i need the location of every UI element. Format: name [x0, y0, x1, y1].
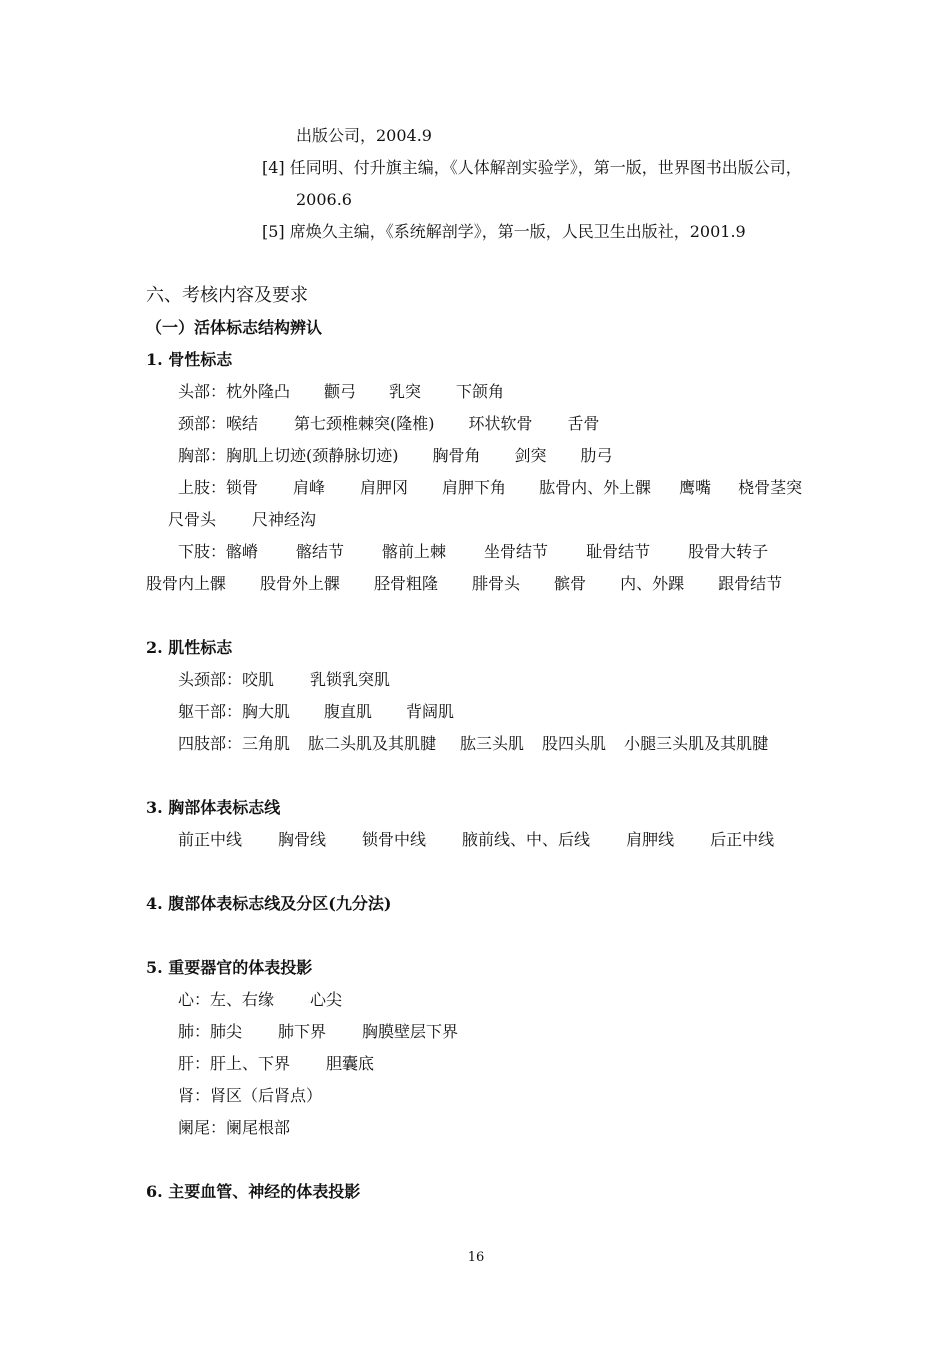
reference-line: 肩胛线: [626, 830, 675, 849]
bony-landmarks-lower-limb-cont: [146, 574, 782, 594]
muscle-landmarks-limbs: [178, 734, 768, 754]
bony-landmarks-neck: [178, 414, 600, 434]
landmark: 耻骨结节: [586, 542, 651, 561]
landmark: 肱骨内、外上髁: [539, 478, 652, 497]
landmark: 髌骨: [554, 574, 587, 593]
landmark: 桡骨茎突: [738, 478, 803, 497]
organ-projection-kidney: 肾：肾区（后肾点）: [178, 1086, 323, 1105]
landmark: 内、外踝: [620, 574, 685, 593]
landmark: 颧弓: [324, 382, 357, 401]
landmark: 胸骨角: [432, 446, 481, 465]
landmark: 肱二头肌及其肌腱: [308, 734, 437, 753]
bony-landmarks-upper-limb: [178, 478, 802, 498]
muscle-landmarks-trunk: [178, 702, 454, 722]
bony-landmarks-upper-limb-cont: [168, 510, 316, 530]
landmark: 环状软骨: [468, 414, 533, 433]
reference-4-line2: 2006.6: [296, 190, 352, 209]
bony-landmarks-chest: [178, 446, 613, 466]
projection: 心：左、右缘: [178, 990, 275, 1009]
landmark: 鹰嘴: [679, 478, 712, 497]
landmark: 舌骨: [567, 414, 600, 433]
chest-reference-lines: [178, 830, 774, 850]
projection: 肺下界: [278, 1022, 327, 1041]
section-subtitle: （一）活体标志结构辨认: [146, 318, 323, 337]
landmark: 上肢：锁骨: [178, 478, 259, 497]
reference-line: 胸骨线: [278, 830, 327, 849]
landmark: 跟骨结节: [718, 574, 783, 593]
reference-5: [5] 席焕久主编，《系统解剖学》，第一版，人民卫生出版社，2001.9: [262, 222, 746, 241]
landmark: 小腿三头肌及其肌腱: [624, 734, 769, 753]
landmark: 股四头肌: [542, 734, 607, 753]
landmark: 股骨外上髁: [260, 574, 341, 593]
reference-line: 前正中线: [178, 830, 243, 849]
item3-heading: 3. 胸部体表标志线: [146, 798, 281, 817]
reference-4-line1: [4] 任同明、付升旗主编，《人体解剖实验学》，第一版，世界图书出版公司，: [262, 158, 802, 177]
bony-landmarks-head: [178, 382, 504, 402]
landmark: 头颈部：咬肌: [178, 670, 275, 689]
landmark: 背阔肌: [406, 702, 455, 721]
landmark: 髂前上棘: [382, 542, 447, 561]
landmark: 乳锁乳突肌: [310, 670, 391, 689]
landmark: 髂结节: [296, 542, 345, 561]
landmark: 腹直肌: [324, 702, 373, 721]
reference-continuation: 出版公司，2004.9: [296, 126, 432, 145]
section-title: 六、考核内容及要求: [146, 285, 308, 306]
organ-projection-heart: [178, 990, 342, 1010]
reference-line: 后正中线: [710, 830, 775, 849]
organ-projection-liver: [178, 1054, 374, 1074]
organ-projection-appendix: 阑尾：阑尾根部: [178, 1118, 291, 1137]
landmark: 肩胛冈: [360, 478, 409, 497]
landmark: 肩胛下角: [442, 478, 507, 497]
landmark: 下颌角: [456, 382, 505, 401]
landmark: 下肢：髂嵴: [178, 542, 259, 561]
landmark: 股骨大转子: [688, 542, 769, 561]
projection: 肺：肺尖: [178, 1022, 243, 1041]
landmark: 剑突: [514, 446, 547, 465]
organ-projection-lung: [178, 1022, 458, 1042]
landmark: 躯干部：胸大肌: [178, 702, 291, 721]
landmark: 颈部：喉结: [178, 414, 259, 433]
landmark: 胸部：胸肌上切迹(颈静脉切迹): [178, 446, 399, 465]
landmark: 坐骨结节: [484, 542, 549, 561]
muscle-landmarks-head-neck: [178, 670, 390, 690]
projection: 心尖: [310, 990, 343, 1009]
landmark: 腓骨头: [472, 574, 521, 593]
item5-heading: 5. 重要器官的体表投影: [146, 958, 313, 977]
landmark: 四肢部：三角肌: [178, 734, 291, 753]
landmark: 胫骨粗隆: [374, 574, 439, 593]
projection: 胆囊底: [326, 1054, 375, 1073]
landmark: 尺神经沟: [252, 510, 317, 529]
landmark: 第七颈椎棘突(隆椎): [294, 414, 435, 433]
item6-heading: 6. 主要血管、神经的体表投影: [146, 1182, 361, 1201]
landmark: 肋弓: [580, 446, 613, 465]
landmark: 肱三头肌: [460, 734, 525, 753]
reference-line: 腋前线、中、后线: [462, 830, 591, 849]
landmark: 乳突: [389, 382, 422, 401]
projection: 肝：肝上、下界: [178, 1054, 291, 1073]
landmark: 股骨内上髁: [146, 574, 227, 593]
page-number: 16: [467, 1250, 485, 1265]
bony-landmarks-lower-limb: [178, 542, 768, 562]
projection: 胸膜壁层下界: [362, 1022, 459, 1041]
item4-heading: 4. 腹部体表标志线及分区(九分法): [146, 894, 392, 913]
landmark: 肩峰: [293, 478, 326, 497]
item1-heading: 1. 骨性标志: [146, 350, 233, 369]
landmark: 尺骨头: [168, 510, 217, 529]
item2-heading: 2. 肌性标志: [146, 638, 233, 657]
landmark: 头部：枕外隆凸: [178, 382, 291, 401]
reference-line: 锁骨中线: [362, 830, 427, 849]
